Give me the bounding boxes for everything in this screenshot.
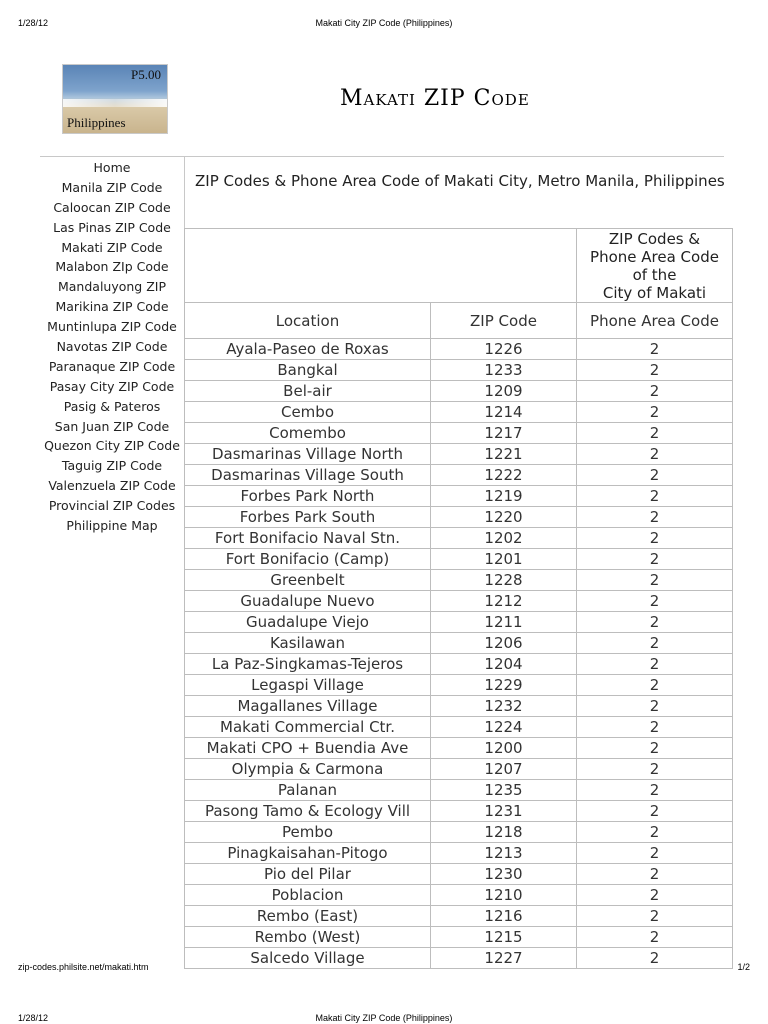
location-cell: Legaspi Village <box>185 675 431 696</box>
nav-link[interactable]: Quezon City ZIP Code <box>44 438 180 454</box>
location-cell: Comembo <box>185 423 431 444</box>
stamp-country: Philippines <box>67 115 126 130</box>
page-heading: ZIP Codes & Phone Area Code of Makati City, Metro Manila, Philippines <box>195 172 725 190</box>
phone-area-cell: 2 <box>577 675 733 696</box>
next-page-header <box>0 1013 768 1024</box>
location-cell: Dasmarinas Village South <box>185 465 431 486</box>
phone-area-cell: 2 <box>577 654 733 675</box>
phone-area-cell: 2 <box>577 948 733 969</box>
print-title: Makati City ZIP Code (Philippines) <box>315 18 453 28</box>
stamp-price: P5.00 <box>131 67 161 82</box>
table-row <box>185 507 733 528</box>
phone-area-cell: 2 <box>577 885 733 906</box>
phone-area-cell: 2 <box>577 801 733 822</box>
zip-code-table <box>184 228 733 969</box>
zip-cell: 1235 <box>431 780 577 801</box>
location-cell: Poblacion <box>185 885 431 906</box>
print-footer <box>0 962 768 976</box>
phone-area-cell: 2 <box>577 843 733 864</box>
table-body <box>185 339 733 969</box>
phone-area-cell: 2 <box>577 549 733 570</box>
phone-area-cell: 2 <box>577 570 733 591</box>
zip-cell: 1220 <box>431 507 577 528</box>
phone-area-cell: 2 <box>577 717 733 738</box>
table-row <box>185 633 733 654</box>
phone-area-cell: 2 <box>577 738 733 759</box>
phone-area-cell: 2 <box>577 528 733 549</box>
zip-cell: 1224 <box>431 717 577 738</box>
nav-link[interactable]: Muntinlupa ZIP Code <box>47 319 177 335</box>
next-page-title: Makati City ZIP Code (Philippines) <box>315 1013 453 1023</box>
nav-link[interactable]: Pasay City ZIP Code <box>49 378 175 394</box>
table-row <box>185 801 733 822</box>
zip-cell: 1217 <box>431 423 577 444</box>
location-cell: Pinagkaisahan-Pitogo <box>185 843 431 864</box>
location-cell: Makati Commercial Ctr. <box>185 717 431 738</box>
nav-link[interactable]: Las Pinas ZIP Code <box>53 219 171 235</box>
print-url: zip-codes.philsite.net/makati.htm <box>18 962 149 972</box>
nav-link[interactable]: Marikina ZIP Code <box>55 299 169 315</box>
phone-area-cell: 2 <box>577 906 733 927</box>
table-row <box>185 759 733 780</box>
table-row <box>185 780 733 801</box>
next-page-date: 1/28/12 <box>18 1013 49 1023</box>
location-cell: Bangkal <box>185 360 431 381</box>
zip-cell: 1202 <box>431 528 577 549</box>
table-row <box>185 423 733 444</box>
nav-link[interactable]: Caloocan ZIP Code <box>53 199 171 215</box>
nav-link[interactable]: Home <box>93 160 131 175</box>
location-cell: Pembo <box>185 822 431 843</box>
zip-cell: 1219 <box>431 486 577 507</box>
zip-cell: 1206 <box>431 633 577 654</box>
nav-link[interactable]: Malabon ZIp Code <box>55 259 169 275</box>
phone-area-cell: 2 <box>577 927 733 948</box>
nav-link[interactable]: Mandaluyong ZIP <box>57 279 167 295</box>
stamp-beach-image <box>62 64 168 134</box>
location-cell: Dasmarinas Village North <box>185 444 431 465</box>
table-row <box>185 570 733 591</box>
table-row <box>185 444 733 465</box>
location-cell: Greenbelt <box>185 570 431 591</box>
zip-cell: 1214 <box>431 402 577 423</box>
phone-area-cell: 2 <box>577 444 733 465</box>
phone-area-cell: 2 <box>577 360 733 381</box>
table-row <box>185 927 733 948</box>
location-cell: Olympia & Carmona <box>185 759 431 780</box>
zip-cell: 1230 <box>431 864 577 885</box>
location-cell: Makati CPO + Buendia Ave <box>185 738 431 759</box>
location-cell: Fort Bonifacio (Camp) <box>185 549 431 570</box>
nav-link[interactable]: Navotas ZIP Code <box>56 339 168 355</box>
zip-cell: 1232 <box>431 696 577 717</box>
zip-cell: 1213 <box>431 843 577 864</box>
nav-link[interactable]: Provincial ZIP Codes <box>48 498 176 514</box>
zip-cell: 1229 <box>431 675 577 696</box>
table-row <box>185 843 733 864</box>
zip-cell: 1226 <box>431 339 577 360</box>
table-row <box>185 381 733 402</box>
location-cell: Cembo <box>185 402 431 423</box>
caption-line-3: of the <box>632 265 677 284</box>
nav-list <box>40 157 184 536</box>
print-page-number: 1/2 <box>737 962 750 972</box>
phone-area-cell: 2 <box>577 822 733 843</box>
phone-area-cell: 2 <box>577 465 733 486</box>
table-row <box>185 738 733 759</box>
table-row <box>185 612 733 633</box>
phone-area-cell: 2 <box>577 339 733 360</box>
location-cell: Pio del Pilar <box>185 864 431 885</box>
nav-link[interactable]: Paranaque ZIP Code <box>48 358 176 374</box>
location-cell: Forbes Park North <box>185 486 431 507</box>
zip-cell: 1215 <box>431 927 577 948</box>
zip-cell: 1201 <box>431 549 577 570</box>
zip-cell: 1222 <box>431 465 577 486</box>
zip-cell: 1204 <box>431 654 577 675</box>
table-row <box>185 717 733 738</box>
nav-link[interactable]: Makati ZIP Code <box>61 239 163 255</box>
table-row <box>185 528 733 549</box>
nav-link[interactable]: Philippine Map <box>66 518 158 534</box>
location-cell: Bel-air <box>185 381 431 402</box>
caption-line-2: Phone Area Code <box>590 247 719 266</box>
zip-cell: 1228 <box>431 570 577 591</box>
table-row <box>185 654 733 675</box>
table-row <box>185 591 733 612</box>
table-row <box>185 402 733 423</box>
phone-area-cell: 2 <box>577 486 733 507</box>
zip-cell: 1216 <box>431 906 577 927</box>
caption-line-1: ZIP Codes & <box>608 229 701 248</box>
phone-area-cell: 2 <box>577 402 733 423</box>
table-row <box>185 486 733 507</box>
nav-link[interactable]: Pasig & Pateros <box>63 398 161 414</box>
sidebar-nav <box>40 156 185 957</box>
phone-area-cell: 2 <box>577 612 733 633</box>
print-date: 1/28/12 <box>18 18 49 28</box>
zip-cell: 1218 <box>431 822 577 843</box>
location-cell: Magallanes Village <box>185 696 431 717</box>
table-row <box>185 465 733 486</box>
phone-area-cell: 2 <box>577 591 733 612</box>
location-cell: Palanan <box>185 780 431 801</box>
location-cell: Guadalupe Viejo <box>185 612 431 633</box>
location-cell: Salcedo Village <box>185 948 431 969</box>
table-row <box>185 906 733 927</box>
header-divider <box>184 156 724 157</box>
location-cell: La Paz-Singkamas-Tejeros <box>185 654 431 675</box>
location-cell: Rembo (East) <box>185 906 431 927</box>
table-caption <box>577 229 733 303</box>
nav-link[interactable]: Manila ZIP Code <box>61 179 163 195</box>
zip-cell: 1233 <box>431 360 577 381</box>
stamp-logo[interactable] <box>58 60 172 138</box>
phone-area-cell: 2 <box>577 864 733 885</box>
zip-cell: 1231 <box>431 801 577 822</box>
table-row <box>185 822 733 843</box>
site-title: Makati ZIP Code <box>340 86 530 111</box>
table-caption-blank <box>185 229 577 303</box>
table-row <box>185 675 733 696</box>
table-row <box>185 864 733 885</box>
phone-area-cell: 2 <box>577 507 733 528</box>
location-cell: Pasong Tamo & Ecology Vill <box>185 801 431 822</box>
zip-cell: 1227 <box>431 948 577 969</box>
location-cell: Fort Bonifacio Naval Stn. <box>185 528 431 549</box>
stamp-wave-shape <box>63 99 167 107</box>
zip-cell: 1221 <box>431 444 577 465</box>
location-cell: Ayala-Paseo de Roxas <box>185 339 431 360</box>
phone-area-cell: 2 <box>577 423 733 444</box>
table-row <box>185 885 733 906</box>
table-row <box>185 339 733 360</box>
location-cell: Rembo (West) <box>185 927 431 948</box>
table-header-row <box>185 303 733 339</box>
location-cell: Guadalupe Nuevo <box>185 591 431 612</box>
zip-cell: 1207 <box>431 759 577 780</box>
phone-area-cell: 2 <box>577 381 733 402</box>
zip-cell: 1210 <box>431 885 577 906</box>
zip-cell: 1209 <box>431 381 577 402</box>
zip-cell: 1200 <box>431 738 577 759</box>
nav-link[interactable]: Taguig ZIP Code <box>61 458 163 474</box>
phone-area-cell: 2 <box>577 759 733 780</box>
zip-cell: 1211 <box>431 612 577 633</box>
nav-link[interactable]: Valenzuela ZIP Code <box>48 478 176 494</box>
table-row <box>185 549 733 570</box>
column-header-zip: ZIP Code <box>431 303 577 339</box>
table-caption-row <box>185 229 733 303</box>
nav-link[interactable]: San Juan ZIP Code <box>54 418 170 434</box>
table-row <box>185 360 733 381</box>
zip-cell: 1212 <box>431 591 577 612</box>
caption-line-4: City of Makati <box>602 283 707 302</box>
column-header-phone: Phone Area Code <box>577 303 733 339</box>
column-header-location: Location <box>185 303 431 339</box>
location-cell: Kasilawan <box>185 633 431 654</box>
location-cell: Forbes Park South <box>185 507 431 528</box>
phone-area-cell: 2 <box>577 633 733 654</box>
phone-area-cell: 2 <box>577 780 733 801</box>
table-row <box>185 696 733 717</box>
phone-area-cell: 2 <box>577 696 733 717</box>
